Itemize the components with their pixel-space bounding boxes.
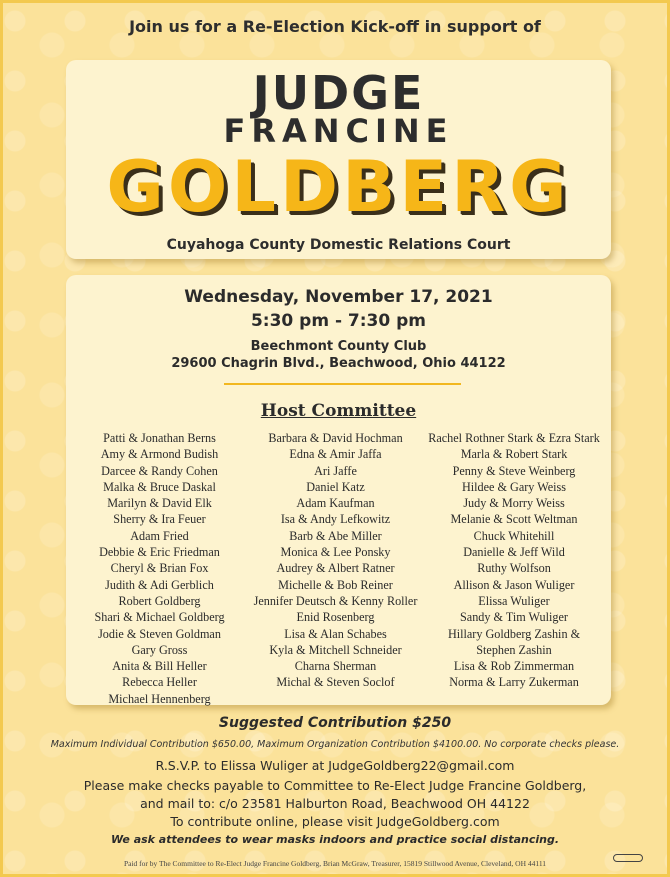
host-name: Marilyn & David Elk [107, 496, 212, 511]
host-name: Darcee & Randy Cohen [101, 463, 218, 478]
host-name: Adam Fried [130, 528, 189, 543]
host-name: Sherry & Ira Feuer [113, 512, 206, 527]
paid-for-disclaimer: Paid for by The Committee to Re-Elect Judge Francine Goldberg, Brian McGraw, Treasurer, 15819 Stillwood Avenue, Cleveland, OH 44111 [123, 859, 547, 868]
host-name: Hillary Goldberg Zashin & [447, 626, 581, 641]
host-name: Judy & Morry Weiss [463, 496, 565, 511]
host-name: Enid Rosenberg [296, 610, 375, 625]
mask-notice: We ask attendees to wear masks indoors and practice social distancing. [110, 833, 560, 846]
title-judge: JUDGE [252, 66, 425, 120]
event-time: 5:30 pm - 7:30 pm [250, 311, 427, 331]
event-date: Wednesday, November 17, 2021 [184, 287, 493, 307]
host-column-1 [72, 430, 247, 707]
divider-line [224, 383, 461, 385]
host-name: Norma & Larry Zukerman [449, 675, 579, 690]
event-info-panel [66, 275, 611, 705]
mailing-address-line: and mail to: c/o 23581 Halburton Road, Beachwood OH 44122 [140, 796, 530, 811]
host-name: Marla & Robert Stark [460, 447, 568, 462]
host-name: Ruthy Wolfson [477, 561, 551, 576]
host-column-3 [424, 430, 604, 691]
host-name: Robert Goldberg [118, 593, 201, 608]
host-name: Ari Jaffe [314, 463, 357, 478]
host-name: Hildee & Gary Weiss [461, 479, 567, 494]
host-name: Lisa & Rob Zimmerman [453, 659, 575, 674]
host-name: Monica & Lee Ponsky [280, 545, 391, 560]
host-name: Adam Kaufman [296, 496, 375, 511]
host-name: Michael Hennenberg [108, 691, 211, 706]
title-last-name: GOLDBERG [106, 146, 571, 228]
host-name: Gary Gross [131, 642, 188, 657]
host-name: Cheryl & Brian Fox [110, 561, 209, 576]
host-name: Michelle & Bob Reiner [278, 577, 393, 592]
suggested-contribution: Suggested Contribution $250 [218, 715, 452, 731]
event-address: 29600 Chagrin Blvd., Beachwood, Ohio 44122 [171, 356, 506, 371]
host-name: Malka & Bruce Daskal [103, 479, 216, 494]
candidate-title-panel [66, 60, 611, 259]
host-name: Sandy & Tim Wuliger [460, 610, 568, 625]
union-bug-logo [613, 854, 643, 862]
host-name: Patti & Jonathan Berns [103, 431, 216, 445]
host-name: Stephen Zashin [476, 642, 552, 657]
court-name: Cuyahoga County Domestic Relations Court [166, 237, 511, 253]
host-name: Daniel Katz [306, 479, 365, 494]
maximum-contribution-note: Maximum Individual Contribution $650.00, Maximum Organization Contribution $4100.00. No corporate checks please. [50, 739, 620, 750]
host-name: Danielle & Jeff Wild [463, 545, 565, 560]
host-name: Kyla & Mitchell Schneider [269, 642, 402, 657]
rsvp-line: R.S.V.P. to Elissa Wuliger at JudgeGoldberg22@gmail.com [155, 758, 515, 773]
host-name: Chuck Whitehill [473, 528, 555, 543]
host-name: Charna Sherman [294, 659, 377, 674]
host-name: Penny & Steve Weinberg [452, 463, 576, 478]
host-name: Lisa & Alan Schabes [284, 626, 387, 641]
host-name: Shari & Michael Goldberg [94, 610, 225, 625]
event-venue: Beechmont County Club [250, 339, 427, 354]
title-first-name: FRANCINE [223, 112, 454, 150]
intro-heading: Join us for a Re-Election Kick-off in support of [129, 17, 541, 36]
checks-payable-line: Please make checks payable to Committee to Re-Elect Judge Francine Goldberg, [83, 778, 587, 793]
host-name: Isa & Andy Lefkowitz [280, 512, 391, 527]
host-name: Michal & Steven Soclof [276, 675, 395, 690]
host-name: Judith & Adi Gerblich [105, 577, 214, 592]
host-name: Barb & Abe Miller [289, 528, 382, 543]
host-name: Rebecca Heller [122, 675, 197, 690]
host-name: Jodie & Steven Goldman [98, 626, 221, 641]
host-name: Rachel Rothner Stark & Ezra Stark [428, 431, 600, 445]
host-name: Amy & Armond Budish [100, 447, 219, 462]
host-name: Debbie & Eric Friedman [99, 545, 220, 560]
host-name: Barbara & David Hochman [268, 431, 403, 445]
host-name: Elissa Wuliger [478, 593, 550, 608]
host-name: Anita & Bill Heller [112, 659, 207, 674]
host-name: Allison & Jason Wuliger [453, 577, 575, 592]
host-name: Jennifer Deutsch & Kenny Roller [253, 593, 418, 608]
host-committee-title: Host Committee [260, 401, 417, 421]
online-contribution-line: To contribute online, please visit JudgeGoldberg.com [170, 814, 500, 829]
host-name: Melanie & Scott Weltman [450, 512, 578, 527]
host-name: Edna & Amir Jaffa [289, 447, 382, 462]
host-column-2 [248, 430, 423, 691]
host-name: Audrey & Albert Ratner [276, 561, 395, 576]
